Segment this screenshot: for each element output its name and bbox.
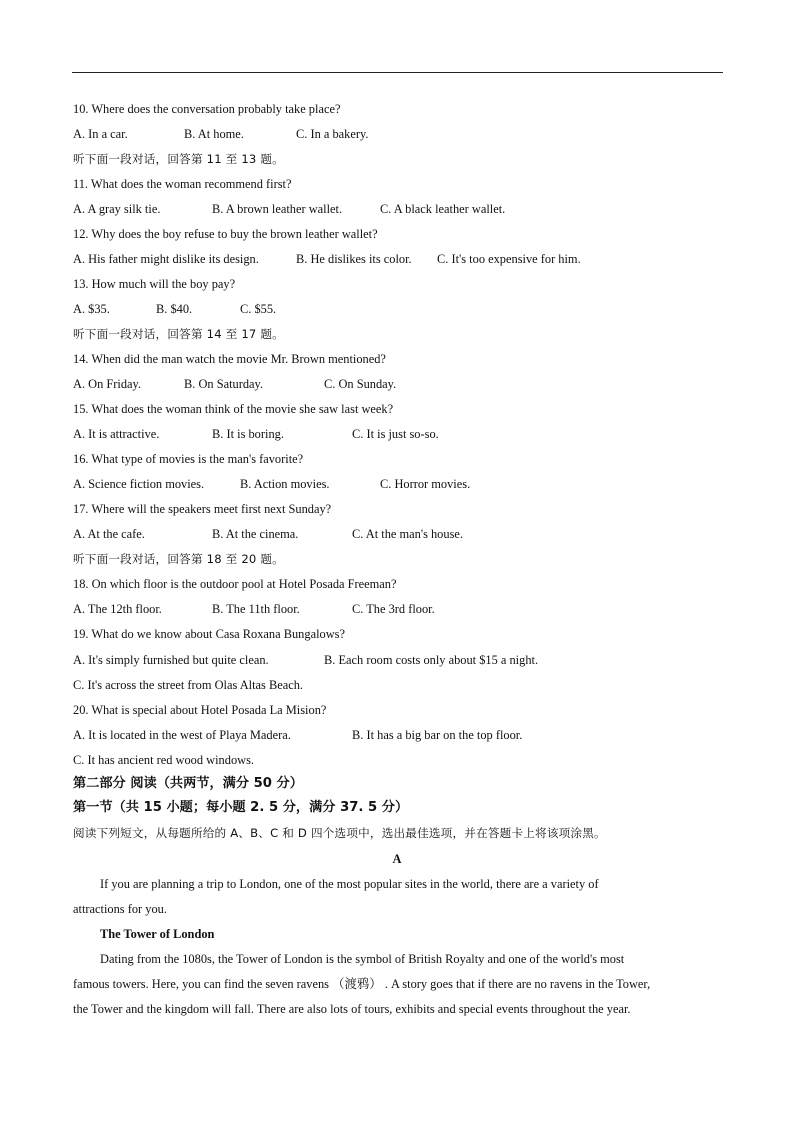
question-10: 10. Where does the conversation probably take place? xyxy=(73,102,341,116)
option-a: A. His father might dislike its design. xyxy=(73,252,259,266)
option-c: C. $55. xyxy=(240,302,277,316)
option-b: B. It has a big bar on the top floor. xyxy=(352,728,523,742)
question-17: 17. Where will the speakers meet first next Sunday? xyxy=(73,502,332,516)
question-15: 15. What does the woman think of the movie she saw last week? xyxy=(73,402,394,416)
option-b: B. $40. xyxy=(156,302,193,316)
question-16: 16. What type of movies is the man's favorite? xyxy=(73,452,304,466)
option-a: A. It's simply furnished but quite clean. xyxy=(73,653,269,667)
option-b: B. Action movies. xyxy=(240,477,330,491)
option-20-c: C. It has ancient red wood windows. xyxy=(73,753,255,767)
tower-line-1: Dating from the 1080s, the Tower of London is the symbol of British Royalty and one of the world's most xyxy=(100,952,625,966)
option-a: A. In a car. xyxy=(73,127,128,141)
option-c: C. It's too expensive for him. xyxy=(437,252,581,266)
option-19-c: C. It's across the street from Olas Altas Beach. xyxy=(73,678,304,692)
option-c: C. Horror movies. xyxy=(380,477,471,491)
option-a: A. $35. xyxy=(73,302,110,316)
option-b: B. On Saturday. xyxy=(184,377,264,391)
tower-line-3: the Tower and the kingdom will fall. There are also lots of tours, exhibits and special events throughout the year. xyxy=(73,1002,631,1016)
question-11: 11. What does the woman recommend first? xyxy=(73,177,292,191)
option-b: B. A brown leather wallet. xyxy=(212,202,343,216)
instruction-18-20: 听下面一段对话，回答第 18 至 20 题。 xyxy=(73,552,284,566)
option-c: C. It is just so-so. xyxy=(352,427,439,441)
reading-instruction: 阅读下列短文，从每题所给的 A、B、C 和 D 四个选项中，选出最佳选项，并在答题卡上将该项涂黑。 xyxy=(73,826,606,840)
option-a: A. On Friday. xyxy=(73,377,142,391)
tower-line-2: famous towers. Here, you can find the seven ravens （渡鸦） . A story goes that if there are no ravens in the Tower, xyxy=(73,977,651,991)
option-b: B. It is boring. xyxy=(212,427,284,441)
option-b: B. He dislikes its color. xyxy=(296,252,412,266)
option-a: A. Science fiction movies. xyxy=(73,477,205,491)
option-b: B. The 11th floor. xyxy=(212,602,300,616)
option-a: A. It is attractive. xyxy=(73,427,160,441)
option-b: B. Each room costs only about $15 a night. xyxy=(324,653,539,667)
header-rule xyxy=(72,72,723,73)
question-13: 13. How much will the boy pay? xyxy=(73,277,236,291)
question-19: 19. What do we know about Casa Roxana Bungalows? xyxy=(73,627,345,641)
option-c: C. At the man's house. xyxy=(352,527,463,541)
option-a: A. It is located in the west of Playa Madera. xyxy=(73,728,291,742)
tower-heading: The Tower of London xyxy=(100,927,215,941)
question-14: 14. When did the man watch the movie Mr. Brown mentioned? xyxy=(73,352,386,366)
instruction-14-17: 听下面一段对话，回答第 14 至 17 题。 xyxy=(73,327,284,341)
option-c: C. A black leather wallet. xyxy=(380,202,506,216)
option-a: A. At the cafe. xyxy=(73,527,145,541)
intro-line-1: If you are planning a trip to London, one of the most popular sites in the world, there are a variety of xyxy=(100,877,599,891)
intro-line-2: attractions for you. xyxy=(73,902,167,916)
question-12: 12. Why does the boy refuse to buy the brown leather wallet? xyxy=(73,227,378,241)
question-18: 18. On which floor is the outdoor pool at Hotel Posada Freeman? xyxy=(73,577,397,591)
instruction-11-13: 听下面一段对话，回答第 11 至 13 题。 xyxy=(73,152,284,166)
option-a: A. The 12th floor. xyxy=(73,602,162,616)
section-one-title: 第一节（共 15 小题；每小题 2. 5 分，满分 37. 5 分） xyxy=(73,800,409,815)
option-b: B. At home. xyxy=(184,127,244,141)
question-20: 20. What is special about Hotel Posada La Mision? xyxy=(73,703,327,717)
option-c: C. On Sunday. xyxy=(324,377,397,391)
part-two-title: 第二部分 阅读（共两节，满分 50 分） xyxy=(73,776,303,791)
option-c: C. In a bakery. xyxy=(296,127,369,141)
option-a: A. A gray silk tie. xyxy=(73,202,161,216)
option-c: C. The 3rd floor. xyxy=(352,602,435,616)
option-b: B. At the cinema. xyxy=(212,527,299,541)
passage-label: A xyxy=(392,852,402,866)
